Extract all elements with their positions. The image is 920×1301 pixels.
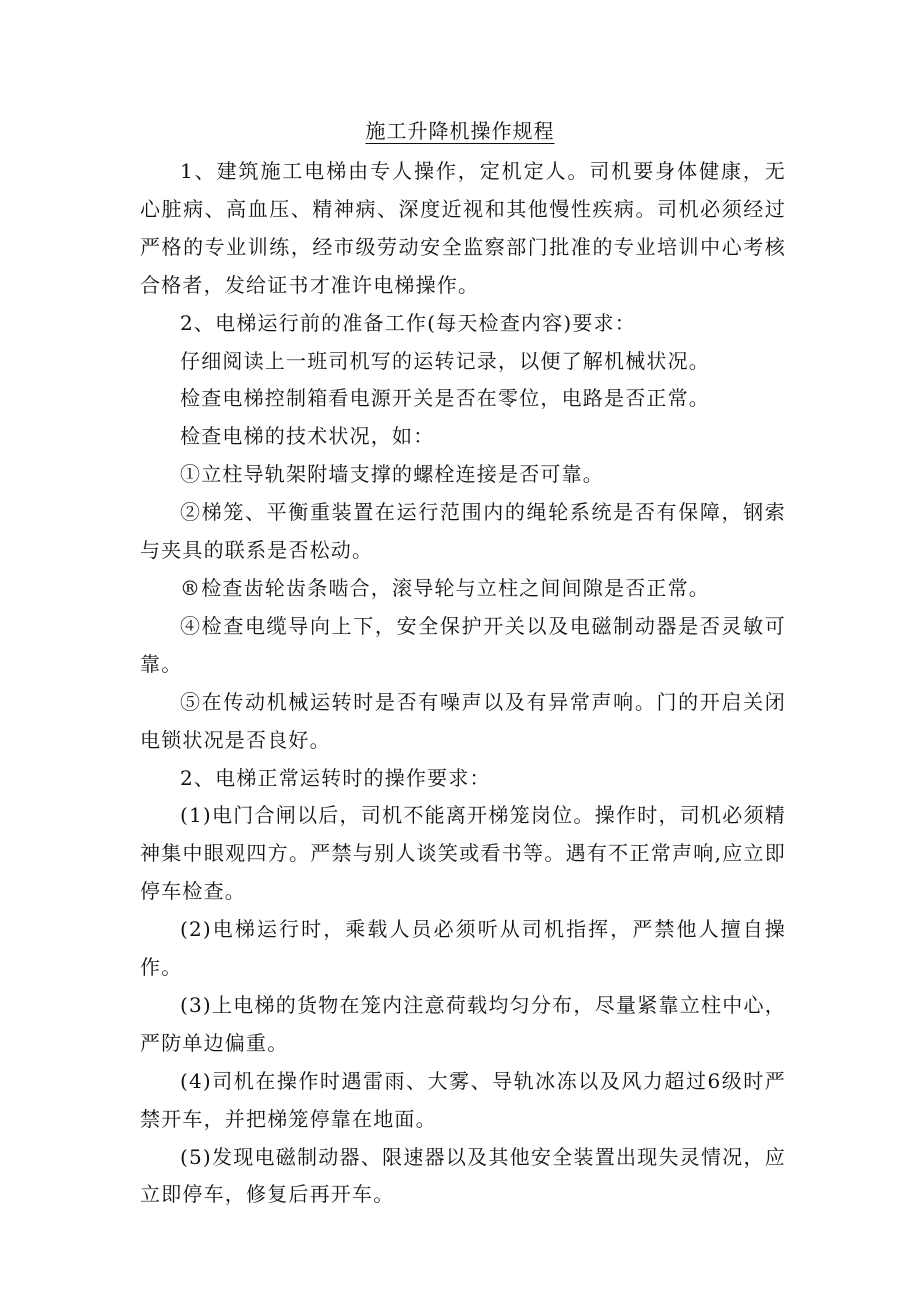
- paragraph-op-2: (2)电梯运行时，乘载人员必须听从司机指挥，严禁他人擅自操作。: [140, 917, 786, 980]
- paragraph-check-technical: 检查电梯的技术状况，如：: [180, 424, 435, 449]
- document-body: [140, 153, 786, 1214]
- paragraph-op-5: (5)发现电磁制动器、限速器以及其他安全装置出现失灵情况，应立即停车，修复后再开车。: [140, 1144, 786, 1207]
- paragraph-item-4: ④检查电缆导向上下，安全保护开关以及电磁制动器是否灵敏可靠。: [140, 613, 786, 676]
- paragraph-check-control-box: 检查电梯控制箱看电源开关是否在零位，电路是否正常。: [180, 386, 710, 411]
- paragraph-requirements: 1、建筑施工电梯由专人操作，定机定人。司机要身体健康，无心脏病、高血压、精神病、深度近视和其他慢性疾病。司机必须经过严格的专业训练，经市级劳动安全监察部门批准的专业培训中心考核合格者，发给证书才准许电梯操作。: [140, 159, 786, 297]
- document-title-text: 施工升降机操作规程: [365, 119, 555, 143]
- paragraph-item-1: ①立柱导轨架附墙支撑的螺栓连接是否可靠。: [180, 462, 604, 487]
- paragraph-op-3: (3)上电梯的货物在笼内注意荷载均匀分布，尽量紧靠立柱中心，严防单边偏重。: [140, 992, 786, 1055]
- paragraph-op-4: (4)司机在操作时遇雷雨、大雾、导轨冰冻以及风力超过6级时严禁开车，并把梯笼停靠在地面。: [140, 1068, 786, 1131]
- document-title: [0, 116, 920, 146]
- paragraph-read-log: 仔细阅读上一班司机写的运转记录，以便了解机械状况。: [180, 348, 710, 373]
- paragraph-preparation-heading: 2、电梯运行前的准备工作(每天检查内容)要求：: [180, 310, 636, 335]
- paragraph-item-3: ®检查齿轮齿条啮合，滚导轮与立柱之间间隙是否正常。: [180, 575, 710, 600]
- paragraph-item-2: ②梯笼、平衡重装置在运行范围内的绳轮系统是否有保障，钢索与夹具的联系是否松动。: [140, 500, 786, 563]
- paragraph-op-1: (1)电门合闸以后，司机不能离开梯笼岗位。操作时，司机必须精神集中眼观四方。严禁与别人谈笑或看书等。遇有不正常声响,应立即停车检查。: [140, 803, 786, 904]
- paragraph-operation-heading: 2、电梯正常运转时的操作要求：: [180, 765, 491, 790]
- paragraph-item-5: ⑤在传动机械运转时是否有噪声以及有异常声响。门的开启关闭电锁状况是否良好。: [140, 689, 786, 752]
